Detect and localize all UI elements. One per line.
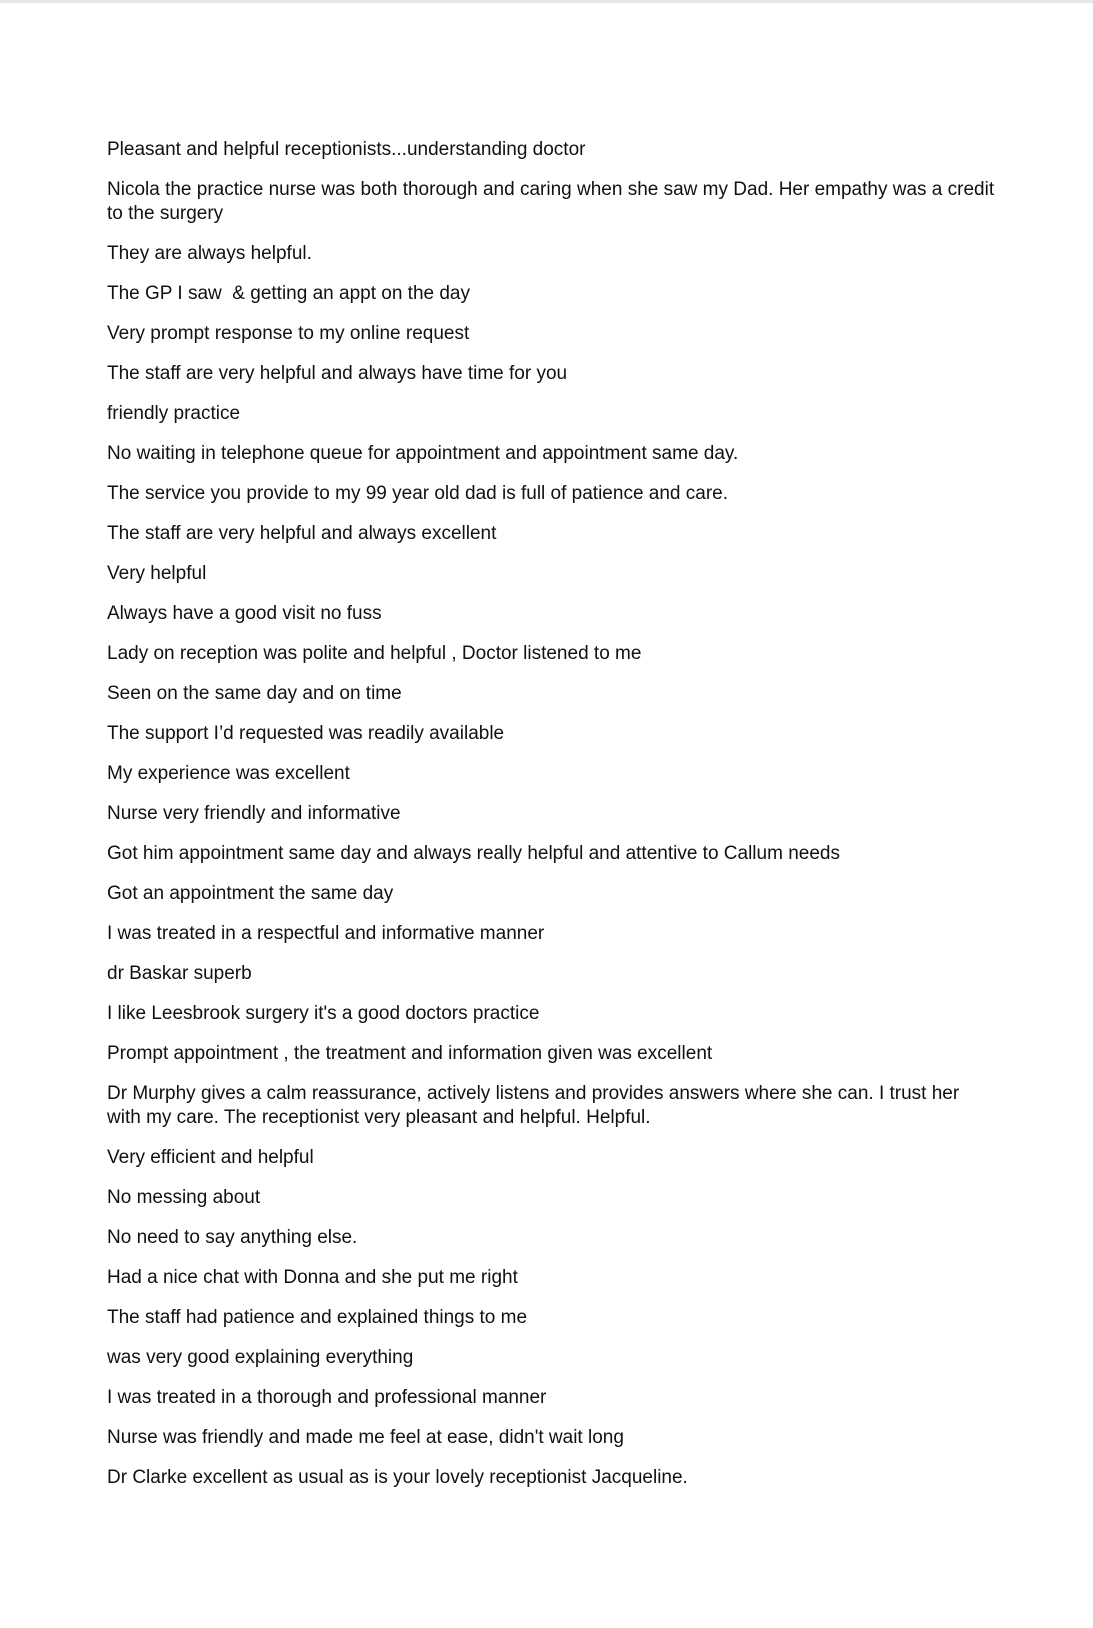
feedback-comment-list [107,138,1000,1506]
feedback-comment: Had a nice chat with Donna and she put me right [107,1267,518,1288]
feedback-comment: dr Baskar superb [107,963,252,984]
feedback-comment: Nicola the practice nurse was both thorough and caring when she saw my Dad. Her empathy was a credit to the surgery [107,179,1000,224]
feedback-comment: Got him appointment same day and always really helpful and attentive to Callum needs [107,843,840,864]
feedback-comment: was very good explaining everything [107,1347,414,1368]
feedback-comment: Seen on the same day and on time [107,683,402,704]
feedback-comment: I was treated in a thorough and professional manner [107,1387,547,1408]
feedback-comment: The service you provide to my 99 year old dad is full of patience and care. [107,483,729,504]
feedback-comment: My experience was excellent [107,763,350,784]
feedback-comment: The staff had patience and explained things to me [107,1307,528,1328]
feedback-comment: Very efficient and helpful [107,1147,314,1168]
feedback-comment: Dr Clarke excellent as usual as is your lovely receptionist Jacqueline. [107,1467,688,1488]
feedback-comment: They are always helpful. [107,243,312,264]
feedback-comment: Nurse was friendly and made me feel at ease, didn't wait long [107,1427,624,1448]
feedback-comment: I was treated in a respectful and informative manner [107,923,545,944]
feedback-comment: Always have a good visit no fuss [107,603,382,624]
feedback-comment: The support I’d requested was readily available [107,723,505,744]
feedback-comment: Dr Murphy gives a calm reassurance, actively listens and provides answers where she can. I trust her with my care. The receptionist very pleasant and helpful. Helpful. [107,1083,965,1128]
page-top-edge [0,0,1093,3]
feedback-comment: I like Leesbrook surgery it's a good doctors practice [107,1003,540,1024]
feedback-comment: Lady on reception was polite and helpful , Doctor listened to me [107,643,642,664]
feedback-comment: No waiting in telephone queue for appointment and appointment same day. [107,443,739,464]
feedback-comment: Very helpful [107,563,207,584]
feedback-comment: No messing about [107,1187,261,1208]
feedback-comment: Pleasant and helpful receptionists...understanding doctor [107,139,586,160]
feedback-comment: The staff are very helpful and always have time for you [107,363,568,384]
feedback-comment: No need to say anything else. [107,1227,358,1248]
feedback-comment: The GP I saw & getting an appt on the day [107,283,470,304]
feedback-comment: Got an appointment the same day [107,883,394,904]
feedback-comment: The staff are very helpful and always excellent [107,523,497,544]
feedback-comment: Very prompt response to my online request [107,323,470,344]
feedback-comment: Prompt appointment , the treatment and information given was excellent [107,1043,713,1064]
feedback-comment: Nurse very friendly and informative [107,803,401,824]
feedback-comment: friendly practice [107,403,241,424]
